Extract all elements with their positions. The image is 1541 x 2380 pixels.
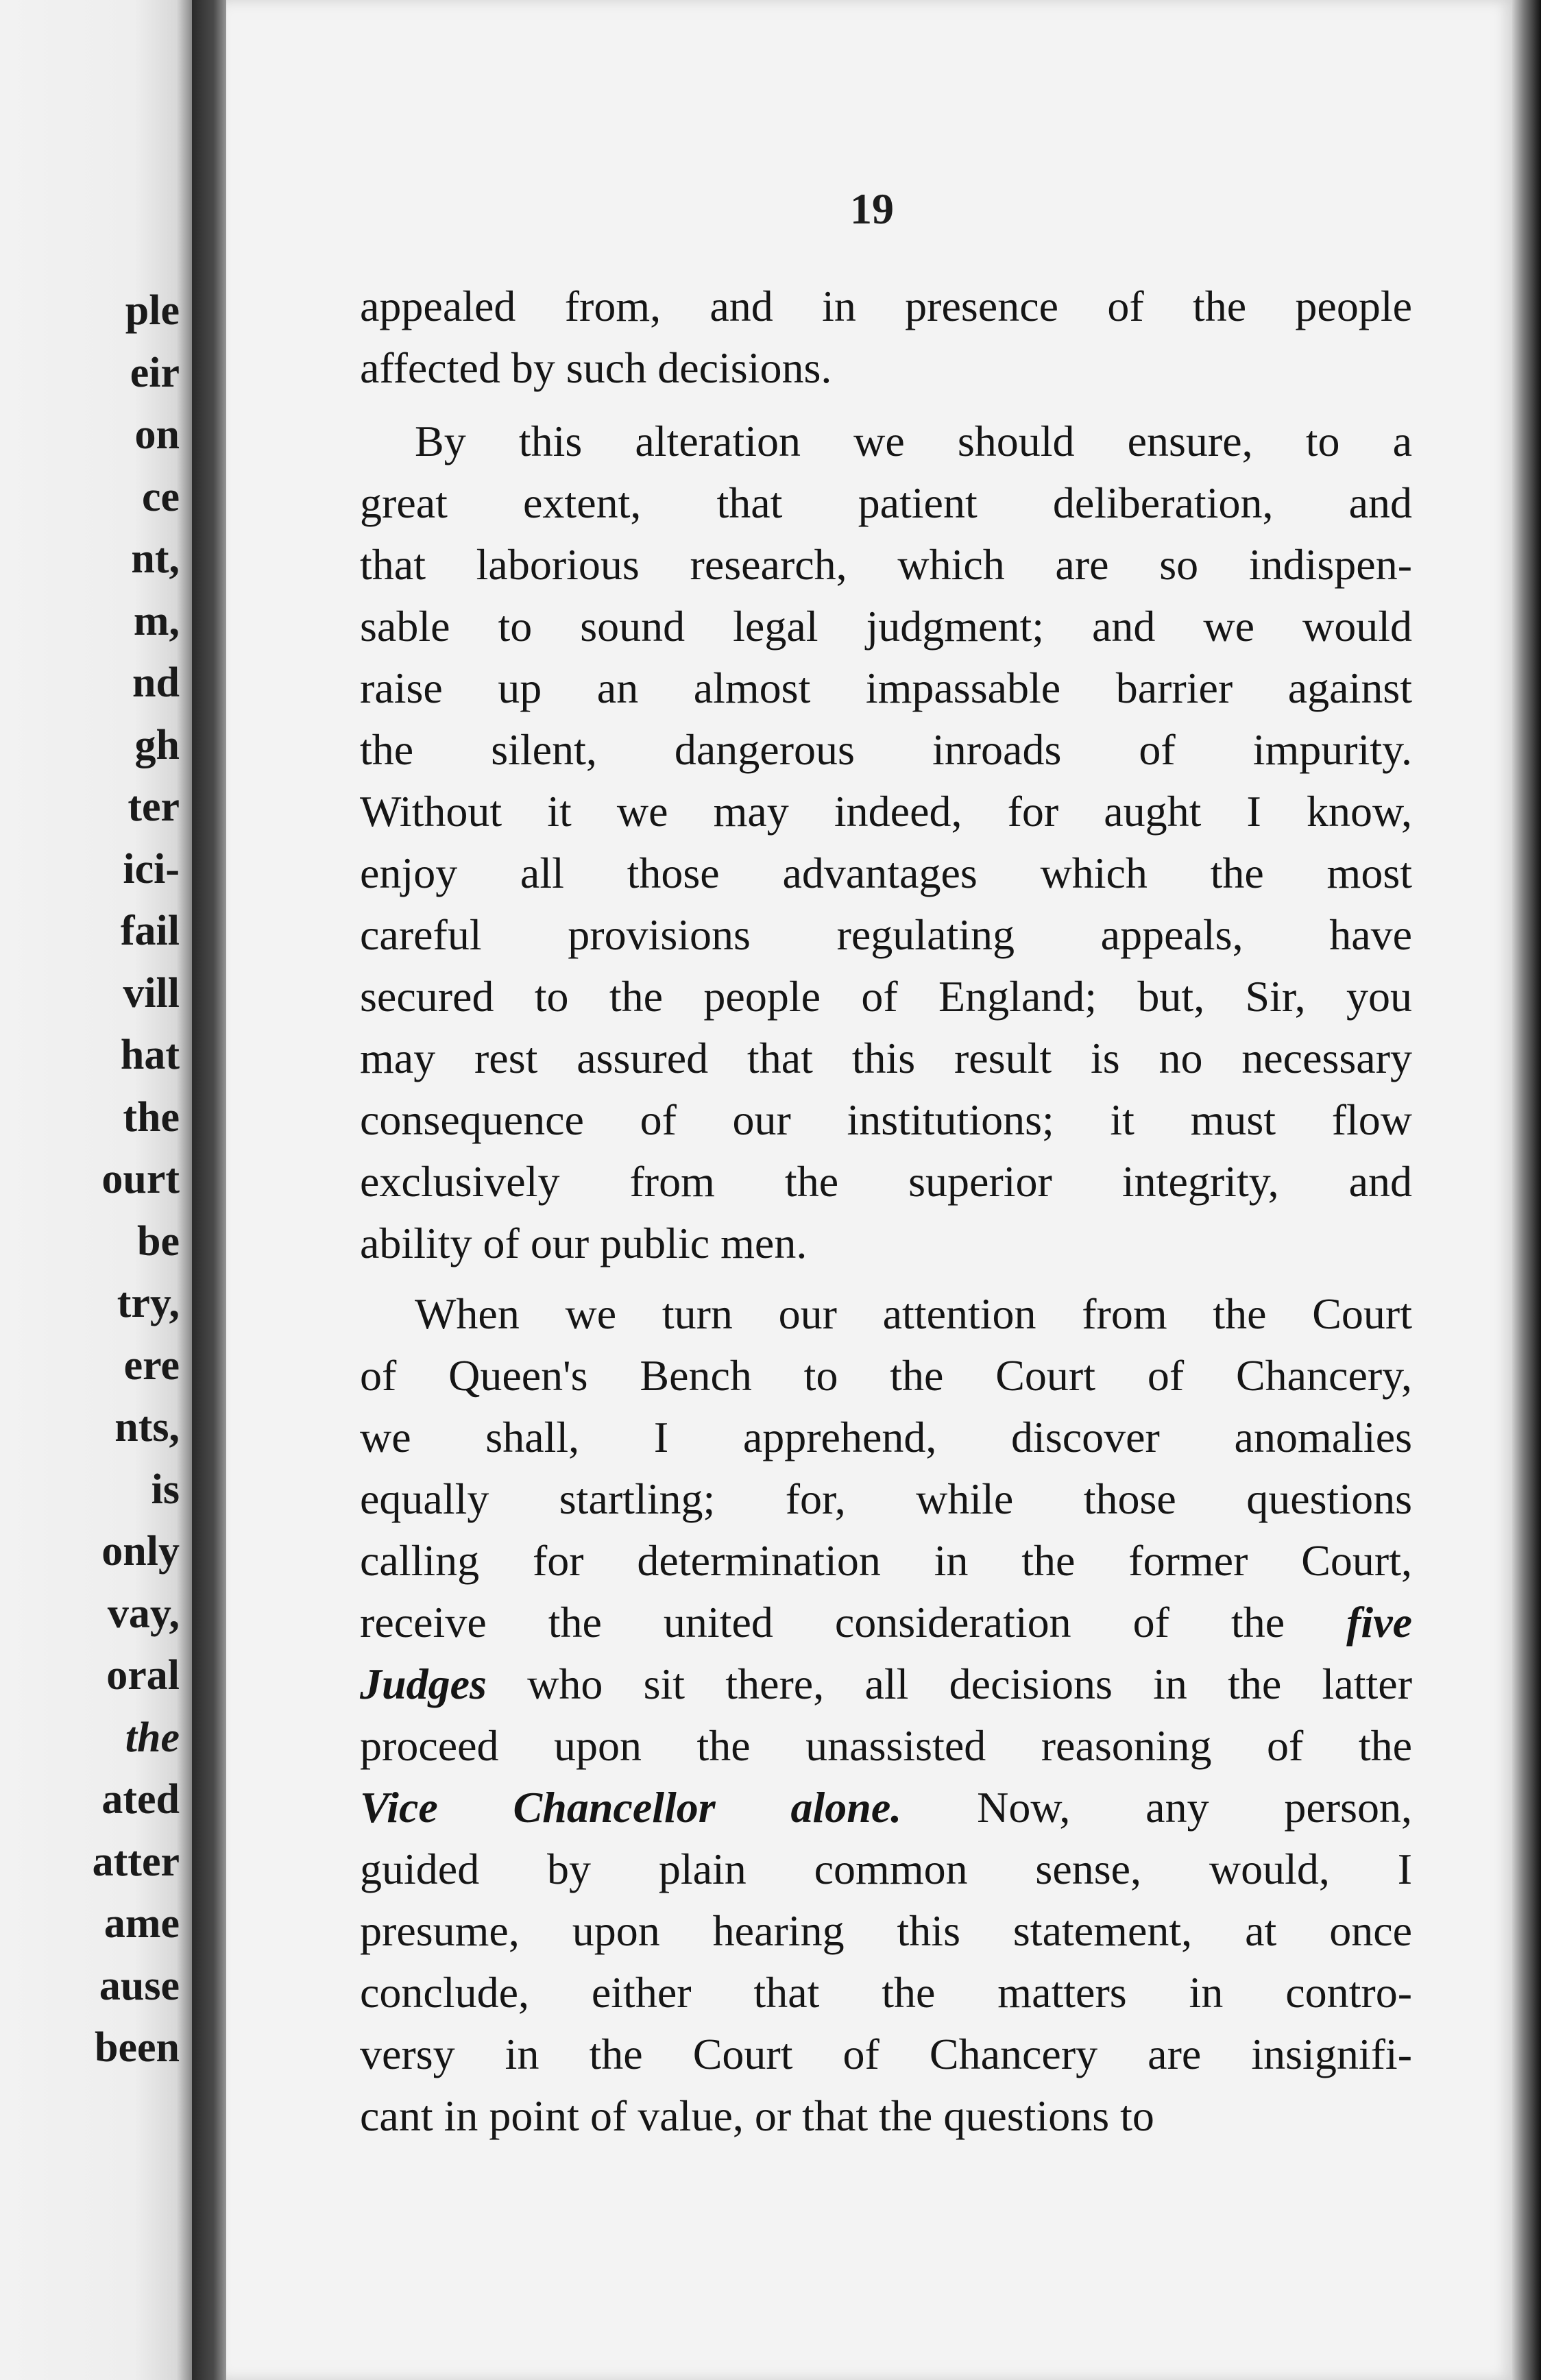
text-line: the silent, dangerous inroads of impurity. (360, 725, 1412, 774)
facing-page-line: ici- (123, 845, 180, 892)
facing-page-line: ter (128, 784, 180, 830)
text-line: Judges who sit there, all decisions in the latter (360, 1660, 1412, 1708)
text-line: Vice Chancellor alone. Now, any person, (360, 1783, 1413, 1832)
facing-page-line: nd (132, 659, 180, 706)
italic-emphasis: Vice Chancellor alone. (360, 1783, 902, 1832)
facing-page-line: m, (133, 597, 180, 644)
text-line: presume, upon hearing this statement, at once (360, 1906, 1412, 1955)
facing-page-line: vill (123, 969, 180, 1017)
facing-page-line: ple (125, 287, 180, 334)
facing-page-line: the (123, 1093, 180, 1141)
facing-page-line: ce (141, 473, 180, 520)
text-line: exclusively from the superior integrity, and (360, 1157, 1412, 1206)
facing-page-line: only (101, 1528, 180, 1575)
facing-page-line: ated (101, 1776, 180, 1823)
facing-page-line: fail (120, 908, 180, 954)
facing-page-line: hat (120, 1032, 180, 1078)
text-line: equally startling; for, while those questions (360, 1474, 1412, 1523)
facing-page-line: the (125, 1714, 180, 1761)
facing-page-line: be (137, 1217, 180, 1265)
facing-page-line: vay, (107, 1590, 180, 1637)
text-line: cant in point of value, or that the questions to (360, 2091, 1154, 2140)
page-edge (1512, 0, 1541, 2380)
text-line: receive the united consideration of the five (360, 1598, 1412, 1647)
text-line: When we turn our attention from the Court (415, 1289, 1412, 1338)
text-line: proceed upon the unassisted reasoning of the (360, 1721, 1412, 1770)
facing-page-line: ame (104, 1900, 180, 1947)
text-line: we shall, I apprehend, discover anomalies (360, 1413, 1412, 1461)
text-line: raise up an almost impassable barrier against (360, 664, 1412, 712)
facing-page (0, 0, 192, 2380)
text-line: consequence of our institutions; it must flow (360, 1095, 1412, 1144)
facing-page-line: nts, (114, 1404, 180, 1450)
text-line: of Queen's Bench to the Court of Chancery, (360, 1351, 1412, 1400)
facing-page-line: eir (130, 349, 180, 396)
text-line: affected by such decisions. (360, 343, 832, 392)
facing-page-line: is (151, 1466, 180, 1513)
text-line: By this alteration we should ensure, to a (415, 417, 1412, 465)
text-line: enjoy all those advantages which the most (360, 849, 1412, 897)
text-line: Without it we may indeed, for aught I know, (360, 787, 1412, 836)
text-line: calling for determination in the former Court, (360, 1536, 1412, 1585)
facing-page-line: ere (123, 1341, 180, 1389)
facing-page-line: ause (99, 1962, 180, 2009)
facing-page-line: been (95, 2024, 180, 2071)
text-line: great extent, that patient deliberation, and (360, 478, 1412, 527)
page-number: 19 (850, 184, 894, 233)
text-line: guided by plain common sense, would, I (360, 1845, 1412, 1893)
text-line: appealed from, and in presence of the people (360, 282, 1412, 330)
text-line: may rest assured that this result is no necessary (360, 1034, 1412, 1082)
facing-page-line: oral (106, 1652, 180, 1699)
italic-emphasis: five (1346, 1598, 1412, 1647)
text-line: conclude, either that the matters in contro- (360, 1968, 1412, 2017)
text-line: sable to sound legal judgment; and we would (360, 602, 1412, 651)
text-line: ability of our public men. (360, 1219, 808, 1267)
facing-page-line: ourt (101, 1156, 180, 1202)
italic-emphasis: Judges (360, 1660, 487, 1708)
text-line: versy in the Court of Chancery are insignifi- (360, 2030, 1412, 2078)
facing-page-line: gh (134, 721, 180, 768)
text-line: secured to the people of England; but, Sir, you (360, 972, 1412, 1021)
facing-page-line: try, (117, 1280, 180, 1326)
facing-page-line: nt, (131, 535, 180, 582)
facing-page-line: on (134, 411, 180, 458)
text-line: careful provisions regulating appeals, have (360, 910, 1412, 959)
text-line: that laborious research, which are so indispen- (360, 540, 1412, 589)
facing-page-line: atter (92, 1838, 180, 1885)
